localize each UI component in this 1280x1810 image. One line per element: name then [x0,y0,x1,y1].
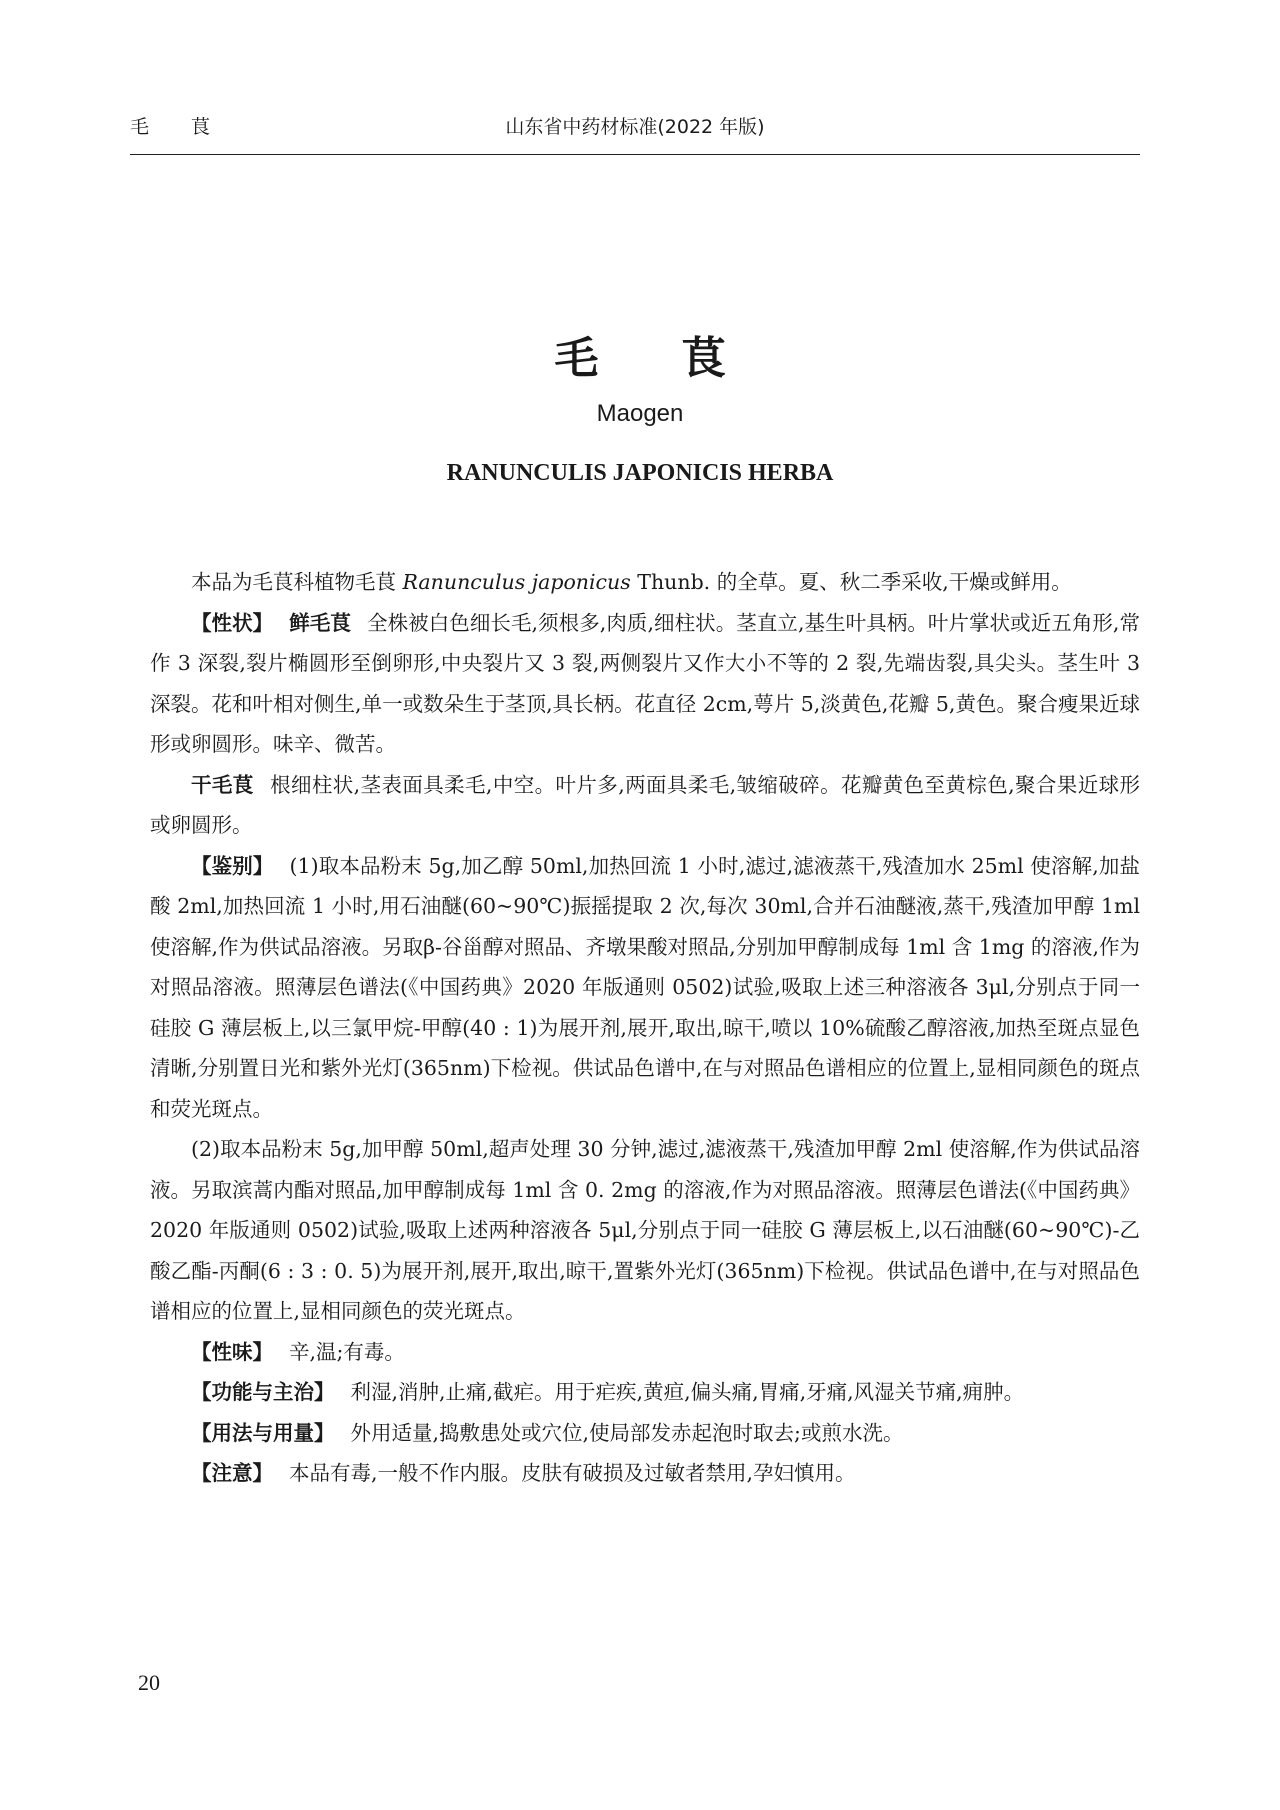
fresh-herb-label: 鲜毛茛 [289,610,351,635]
monograph-title-latin: RANUNCULIS JAPONICIS HERBA [446,460,834,486]
identification-paragraph-2 [150,1129,1140,1332]
identification-text-2: (2)取本品粉末 5g,加甲醇 50ml,超声处理 30 分钟,滤过,滤液蒸干,残渣加甲醇 2ml 使溶解,作为供试品溶液。另取滨蒿内酯对照品,加甲醇制成每 1ml 含 0. 2mg 的溶液,作为对照品溶液。照薄层色谱法(《中国药典》2020 年版通则 0502)试验,吸取上述两种溶液各 5μl,分别点于同一硅胶 G 薄层板上,以石油醚(60~90℃)-乙酸乙酯-丙酮(6 : 3 : 0. 5)为展开剂,展开,取出,晾干,置紫外光灯(365nm)下检视。供试品色谱中,在与对照品色谱相应的位置上,显相同颜色的荧光斑点。 [150,1137,1140,1323]
dry-herb-text: 根细柱状,茎表面具柔毛,中空。叶片多,两面具柔毛,皱缩破碎。花瓣黄色至黄棕色,聚合果近球形或卵圆形。 [150,772,1140,837]
usage-text: 外用适量,捣敷患处或穴位,使局部发赤起泡时取去;或煎水洗。 [350,1420,904,1445]
page-number: 20 [138,1670,160,1695]
running-header [130,100,1140,155]
usage-label: 【用法与用量】 [191,1420,335,1445]
species-name: Ranunculus japonicus [402,570,631,594]
caution-paragraph [150,1453,1140,1494]
monograph-body [150,562,1140,1494]
source-paragraph [150,562,1140,603]
description-paragraph-dry [150,765,1140,846]
property-text: 辛,温;有毒。 [289,1339,405,1364]
property-paragraph [150,1332,1140,1373]
caution-text: 本品有毒,一般不作内服。皮肤有破损及过敏者禁用,孕妇慎用。 [289,1461,856,1485]
source-text-after: Thunb. 的全草。夏、秋二季采收,干燥或鲜用。 [630,570,1072,594]
monograph-title-chinese: 毛 茛 [554,333,760,384]
description-label: 【性状】 [191,610,274,635]
identification-paragraph-1 [150,846,1140,1130]
description-paragraph-fresh [150,603,1140,765]
function-paragraph [150,1372,1140,1413]
property-label: 【性味】 [191,1339,273,1364]
header-herb-name: 毛 茛 [130,116,229,138]
monograph-title-pinyin: Maogen [596,400,684,427]
usage-paragraph [150,1413,1140,1454]
identification-text-1: (1)取本品粉末 5g,加乙醇 50ml,加热回流 1 小时,滤过,滤液蒸干,残渣加水 25ml 使溶解,加盐酸 2ml,加热回流 1 小时,用石油醚(60~90℃)振摇提取 2 次,每次 30ml,合并石油醚液,蒸干,残渣加甲醇 1ml 使溶解,作为供试品溶液。另取β-谷甾醇对照品、齐墩果酸对照品,分别加甲醇制成每 1ml 含 1mg 的溶液,作为对照品溶液。照薄层色谱法(《中国药典》2020 年版通则 0502)试验,吸取上述三种溶液各 3μl,分别点于同一硅胶 G 薄层板上,以三氯甲烷-甲醇(40 : 1)为展开剂,展开,取出,晾干,喷以 10%硫酸乙醇溶液,加热至斑点显色清晰,分别置日光和紫外光灯(365nm)下检视。供试品色谱中,在与对照品色谱相应的位置上,显相同颜色的斑点和荧光斑点。 [150,853,1141,1121]
function-text: 利湿,消肿,止痛,截疟。用于疟疾,黄疸,偏头痛,胃痛,牙痛,风湿关节痛,痈肿。 [350,1380,1025,1404]
header-book-title: 山东省中药材标准(2022 年版) [505,116,765,138]
caution-label: 【注意】 [191,1461,273,1485]
function-label: 【功能与主治】 [191,1380,335,1404]
identification-label: 【鉴别】 [191,853,274,878]
fresh-herb-text: 全株被白色细长毛,须根多,肉质,细柱状。茎直立,基生叶具柄。叶片掌状或近五角形,常作 3 深裂,裂片椭圆形至倒卵形,中央裂片又 3 裂,两侧裂片又作大小不等的 2 裂,先端齿裂,具尖头。茎生叶 3 深裂。花和叶相对侧生,单一或数朵生于茎顶,具长柄。花直径 2cm,萼片 5,淡黄色,花瓣 5,黄色。聚合瘦果近球形或卵圆形。味辛、微苦。 [150,610,1141,756]
dry-herb-label: 干毛茛 [191,772,254,797]
source-text-before: 本品为毛茛科植物毛茛 [191,570,403,594]
